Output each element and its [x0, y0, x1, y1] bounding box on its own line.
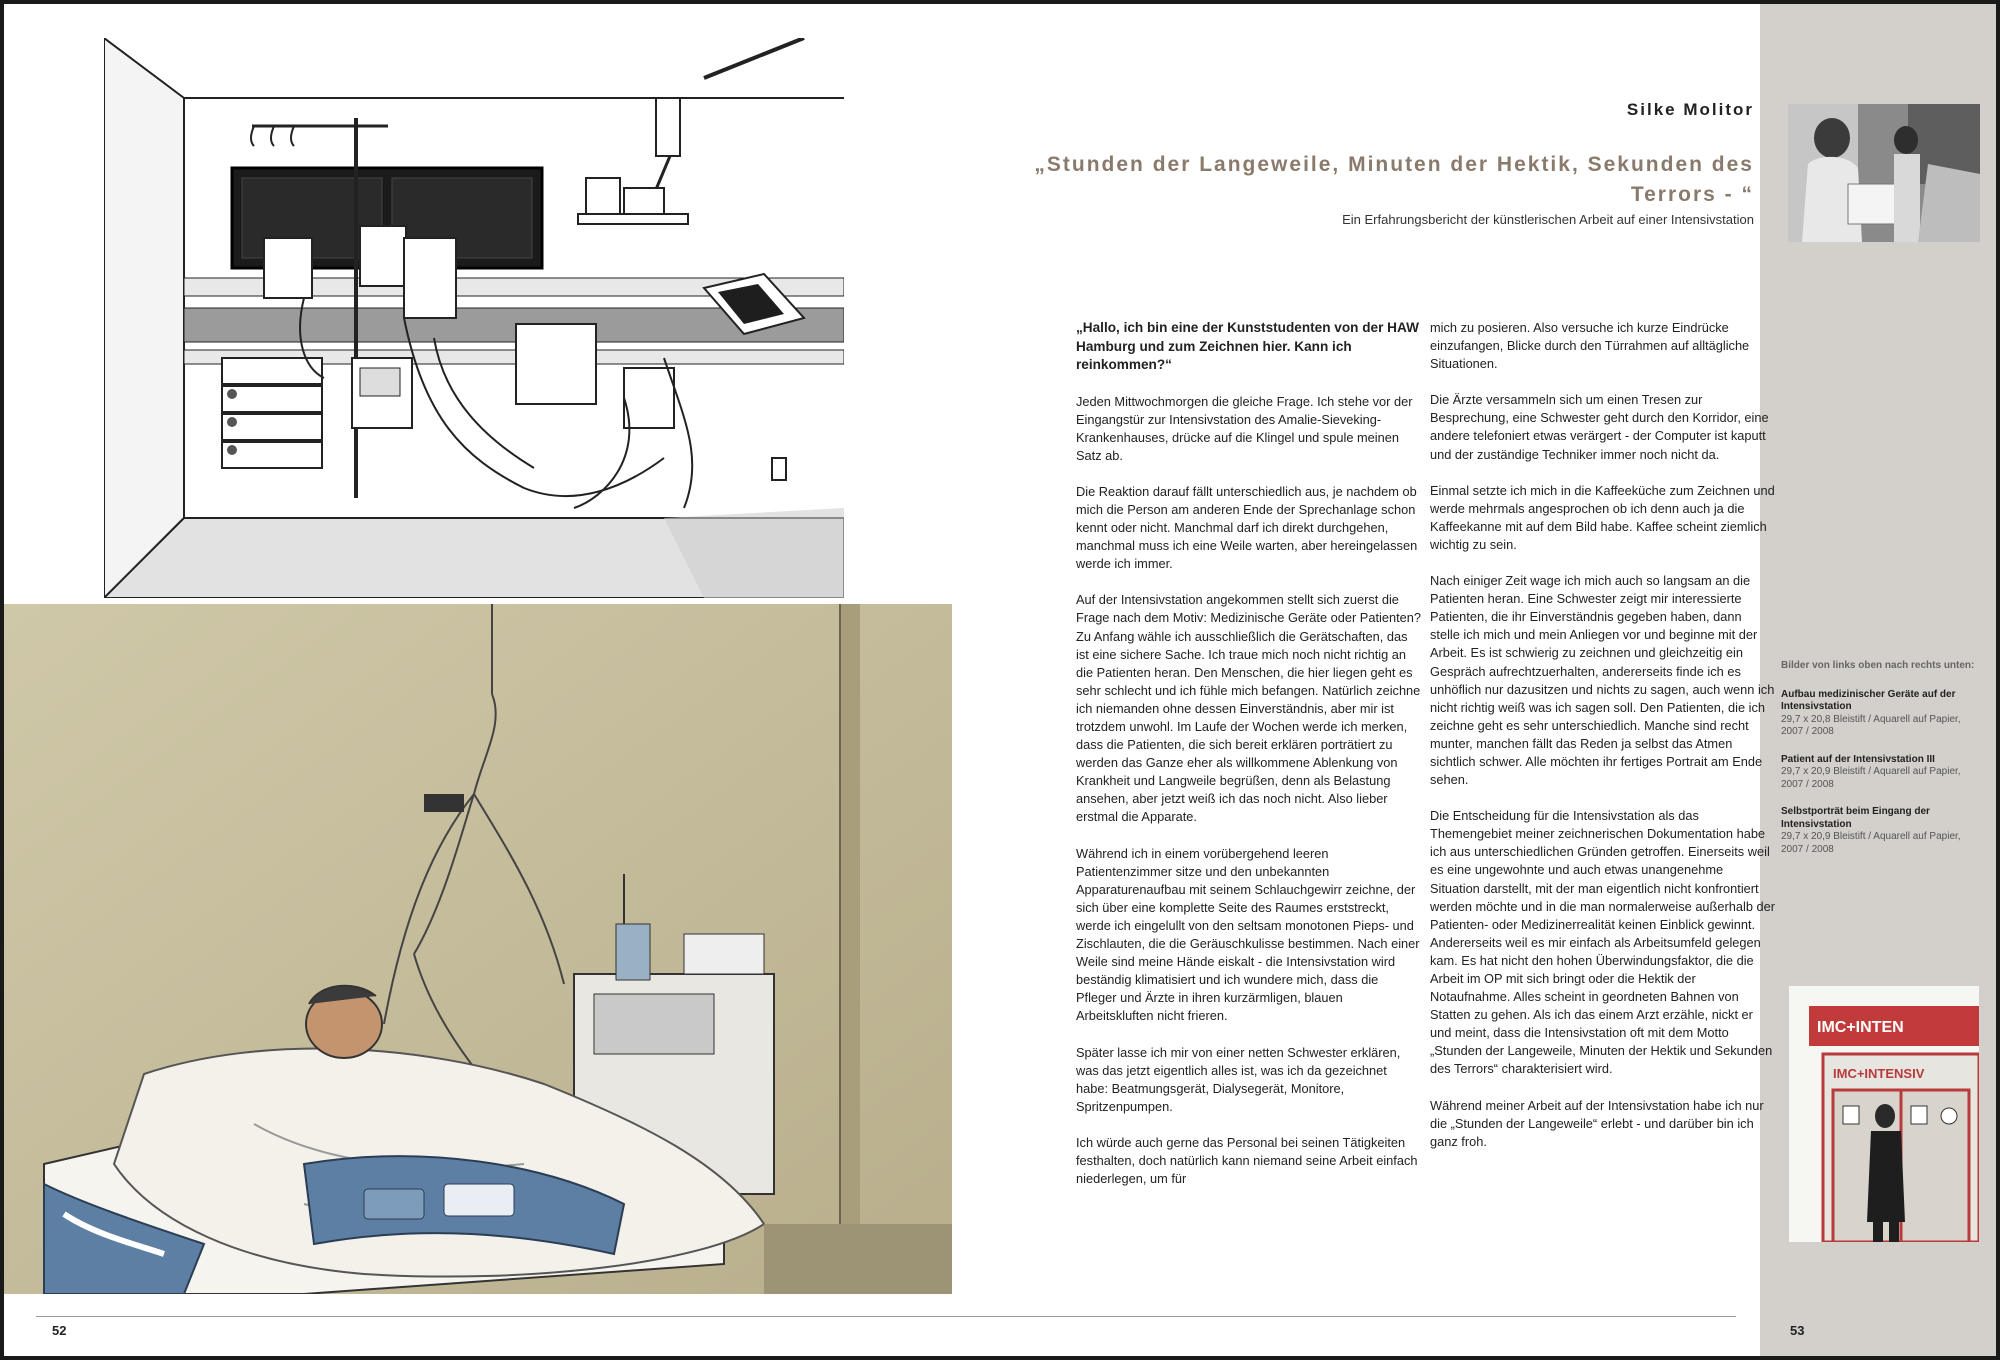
body-paragraph: Später lasse ich mir von einer netten Schwester erklären, was das jetzt eigentlich alles ist, was ich da gezeichnet habe: Beatmungsgerät, Dialysegerät, Monitore, Spritzenpumpen.	[1076, 1044, 1401, 1114]
magazine-spread	[4, 4, 1996, 1356]
body-paragraph: Während meiner Arbeit auf der Intensivstation habe ich nur die „Stunden der Langeweile“ erlebt - und darüber bin ich ganz froh.	[1430, 1097, 1764, 1149]
body-paragraph: Nach einiger Zeit wage ich mich auch so langsam an die Patienten heran. Eine Schwester zeigt mir interessierte Patienten, die ihr Einverständnis gegeben haben, dann stelle ich mich und mein Anliegen vor und beginne mit der Arbeit. Es ist schwierig zu zeichnen und gleichzeitig ein Gespräch aufrechtzuerhalten, andererseits finde ich es unhöflich nur dazusitzen und nichts zu sagen, auch wenn ich nicht richtig weiß was ich sagen soll. Den Patienten, die ich zeichne geht es sehr unterschiedlich. Manche sind recht munter, manchen fällt das Reden ja selbst das Atmen sichtlich schwer. Alle möchten ihr fertiges Portrait am Ende sehen.	[1430, 573, 1775, 788]
article-subtitle: Ein Erfahrungsbericht der künstlerischen Arbeit auf einer Intensivstation	[1342, 212, 1754, 227]
body-paragraph: Auf der Intensivstation angekommen stellt sich zuerst die Frage nach dem Motiv: Medizinische Geräte oder Patienten? Zu Anfang wähle ich ausschließlich die Gerätschaften, das ist eine sichere Sache. Ich traue mich noch nicht richtig an die Patienten heran. Den Menschen, die hier liegen geht es sehr schlecht und ich fühle mich befangen. Natürlich zeichne ich niemanden ohne dessen Einverständnis, aber mir ist trotzdem unwohl. Im Laufe der Wochen werde ich merken, dass die Patienten, die sich bereit erklären porträtiert zu werden das Ganze eher als willkommene Ablenkung von Krankheit und Langweile begrüßen, denn als Belastung ansehen, aber jetzt weiß ich das noch nicht. Also lieber erstmal die Apparate.	[1076, 592, 1421, 825]
body-paragraph: Einmal setzte ich mich in die Kaffeeküche zum Zeichnen und werde mehrmals angesprochen ob ich denn auch ja die Kaffeekanne mit auf dem Bild habe. Kaffee scheint ziemlich wichtig zu sein.	[1430, 482, 1775, 552]
caption-title: Patient auf der Intensivstation III	[1781, 753, 1935, 765]
body-paragraph: Die Ärzte versammeln sich um einen Tresen zur Besprechung, eine Schwester geht durch den Korridor, eine andere telefoniert etwas verärgert - der Computer ist kaputt und der zuständige Techniker immer noch nicht da.	[1430, 392, 1769, 462]
page-number-left: 52	[52, 1323, 67, 1338]
page-number-right: 53	[1790, 1323, 1805, 1338]
caption-details: 29,7 x 20,9 Bleistift / Aquarell auf Papier, 2007 / 2008	[1781, 766, 1961, 790]
captions-header: Bilder von links oben nach rechts unten:	[1781, 660, 1975, 671]
author-name: Silke Molitor	[1626, 100, 1754, 119]
caption-details: 29,7 x 20,9 Bleistift / Aquarell auf Papier, 2007 / 2008	[1781, 831, 1961, 855]
artist-photo	[1788, 104, 1980, 242]
caption-item	[1781, 754, 1981, 792]
patient-painting	[4, 604, 952, 1294]
body-paragraph: Während ich in einem vorübergehend leeren Patientenzimmer sitze und den unbekannten Apparaturenaufbau mit seinem Schlauchgewirr zeichne, der sich über eine komplette Seite des Raumes erststreckt, werde ich eingelullt von den seltsam monotonen Pieps- und Zischlauten, die die Geräuschkulisse bestimmen. Nach einer Weile sind meine Hände eiskalt - die Intensivstation wird beständig klimatisiert und ich wundere mich, dass die Pfleger und Ärzte in ihren kurzärmligen, blauen Arbeitskluften nicht frieren.	[1076, 845, 1420, 1024]
body-paragraph: Ich würde auch gerne das Personal bei seinen Tätigkeiten festhalten, doch natürlich kann niemand seine Arbeit einfach niederlegen, um für	[1076, 1134, 1418, 1187]
text-column-left	[1076, 319, 1421, 1206]
caption-item	[1781, 806, 1981, 856]
lead-paragraph: „Hallo, ich bin eine der Kunststudenten von der HAW Hamburg und zum Zeichnen hier. Kann ich reinkommen?“	[1076, 320, 1419, 372]
caption-title: Aufbau medizinischer Geräte auf der Intensivstation	[1781, 688, 1956, 712]
text-column-right	[1430, 319, 1775, 1169]
caption-item	[1781, 689, 1981, 739]
image-captions	[1781, 660, 1981, 871]
caption-title: Selbstporträt beim Eingang der Intensivstation	[1781, 806, 1930, 830]
body-paragraph: Die Reaktion darauf fällt unterschiedlich aus, je nachdem ob mich die Person am anderen Ende der Sprechanlage schon kennt oder nicht. Manchmal darf ich direkt durchgehen, manchmal muss ich eine Weile warten, aber hereingelassen werde ich immer.	[1076, 483, 1418, 572]
equipment-drawing	[104, 38, 844, 598]
sign-top-text: IMC+INTEN	[1817, 1019, 1904, 1036]
body-paragraph: Die Entscheidung für die Intensivstation als das Themengebiet meiner zeichnerischen Dokumentation habe ich aus unterschiedlichen Gründen getroffen. Einerseits weil es eine ungewohnte und auch etwas unangenehme Situation darstellt, mit der man eigentlich nicht konfrontiert werden möchte und in die man normalerweise außerhalb der Patienten- oder Medizinerrealität keinen Einblick gewinnt. Andererseits weil es mir einfach als Arbeitsumfeld gelegen kam. Es hat nicht den hohen Überwindungsfaktor, die die Arbeit im OP mit sich bringt oder die Hektik der Notaufnahme. Alles scheint in geordneten Bahnen von Statten zu gehen. Als ich das einem Arzt erzähle, nickt er und meint, dass die Intensivstation oft mit dem Motto „Stunden der Langeweile, Minuten der Hektik und Sekunden des Terrors“ charakterisiert wird.	[1430, 808, 1775, 1077]
body-paragraph: Jeden Mittwochmorgen die gleiche Frage. Ich stehe vor der Eingangstür zur Intensivstation des Amalie-Sieveking-Krankenhauses, drücke auf die Klingel und spule meinen Satz ab.	[1076, 393, 1413, 463]
article-title: „Stunden der Langeweile, Minuten der Hektik, Sekunden des Terrors - “	[1034, 153, 1754, 206]
sign-door-text: IMC+INTENSIV	[1833, 1066, 1925, 1081]
self-portrait-painting	[1789, 986, 1979, 1242]
caption-details: 29,7 x 20,8 Bleistift / Aquarell auf Papier, 2007 / 2008	[1781, 713, 1961, 737]
footer-rule	[36, 1316, 1736, 1317]
body-paragraph: mich zu posieren. Also versuche ich kurze Eindrücke einzufangen, Blicke durch den Türrahmen auf alltägliche Situationen.	[1430, 320, 1750, 372]
